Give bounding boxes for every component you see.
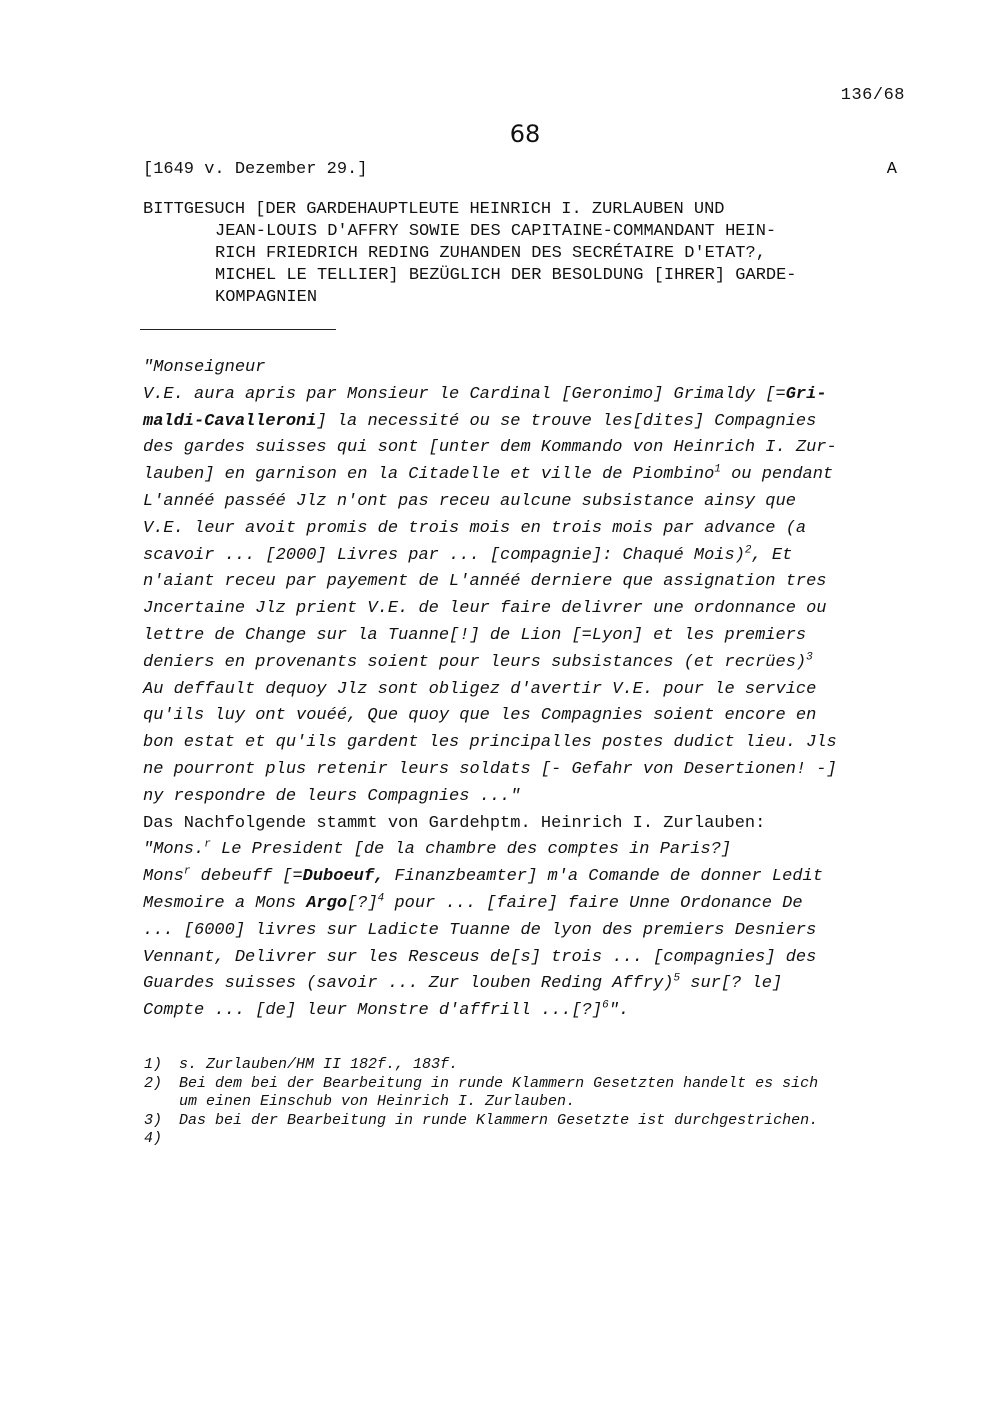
letter-line: ny respondre de leurs Compagnies ..." <box>143 786 521 806</box>
footnote-ref: 3 <box>806 651 813 664</box>
letter-line: "Monseigneur <box>143 358 266 377</box>
footnote <box>144 1130 914 1149</box>
document-body <box>143 355 913 1025</box>
title-line: BITTGESUCH [DER GARDEHAUPTLEUTE HEINRICH I. ZURLAUBEN UND <box>143 200 725 219</box>
memo-line: Compte ... [de] leur Monstre d'affrill ...[?]$^6$". <box>143 999 630 1021</box>
footnotes <box>144 1056 914 1149</box>
transition-line: Das Nachfolgende stammt von Gardehptm. Heinrich I. Zurlauben: <box>143 813 766 833</box>
letter-line: lettre de Change sur la Tuanne[!] de Lion [=Lyon] et les premiers <box>143 625 807 645</box>
footnote-text: s. Zurlauben/HM II 182f., 183f. <box>179 1056 459 1073</box>
footnote-number: 1) <box>144 1056 163 1073</box>
letter-line: n'aiant receu par payement de L'annéé derniere que assignation tres <box>143 572 827 592</box>
title-line: JEAN-LOUIS D'AFFRY SOWIE DES CAPITAINE-COMMANDANT HEIN- <box>215 222 777 241</box>
letter-line: deniers en provenants soient pour leurs subsistances (et recrües)$^3$ <box>143 651 813 672</box>
bold-name: Gri- <box>785 384 827 404</box>
footnote-text: Das bei der Bearbeitung in runde Klammern Gesetzte ist durchgestrichen. <box>179 1111 819 1129</box>
memo-line: Vennant, Delivrer sur les Resceus de[s] trois ... [compagnies] des <box>143 947 817 967</box>
document-title <box>143 199 903 309</box>
footnote-text: Bei dem bei der Bearbeitung in runde Klammern Gesetzten handelt es sich um einen Einschub von Heinrich I. Zurlauben. <box>179 1074 819 1110</box>
title-line: KOMPAGNIEN <box>215 288 318 307</box>
memo-line: Mesmoire a Mons Argo[?]$^4$ pour ... [faire] faire Unne Ordonance De <box>143 892 803 913</box>
footnote <box>144 1075 914 1112</box>
memo-line: Mons$^r$ debeuff [=Duboeuf, Finanzbeamter] m'a Comande de donner Ledit <box>143 865 823 887</box>
letter-line: Au deffault dequoy Jlz sont obligez d'avertir V.E. pour le service <box>143 679 817 699</box>
footnote-number: 3) <box>144 1111 163 1129</box>
footnote-ref: 2 <box>744 543 752 556</box>
footnote <box>144 1056 914 1075</box>
bold-name: maldi-Cavalleroni <box>143 411 317 431</box>
letter-line: des gardes suisses qui sont [unter dem Kommando von Heinrich I. Zur- <box>143 438 837 458</box>
letter-line: bon estat et qu'ils gardent les principalles postes dudict lieu. Jls <box>143 733 837 753</box>
footnote-number: 4) <box>144 1130 163 1147</box>
date-line <box>143 160 897 179</box>
letter-line: V.E. leur avoit promis de trois mois en trois mois par advance (a <box>143 518 807 538</box>
document-marker: A <box>886 160 897 179</box>
title-line: RICH FRIEDRICH REDING ZUHANDEN DES SECRÉTAIRE D'ETAT?, <box>215 244 766 263</box>
superscript: r <box>183 865 191 878</box>
letter-line: scavoir ... [2000] Livres par ... [compagnie]: Chaqué Mois)$^2$, Et <box>143 543 793 565</box>
letter-line: maldi-Cavalleroni] la necessité ou se trouve les[dites] Compagnies <box>143 411 817 431</box>
page-reference: 136/68 <box>840 86 905 105</box>
footnote-number: 2) <box>144 1074 163 1092</box>
memo-line: Guardes suisses (savoir ... Zur louben Reding Affry)$^5$ sur[? le] <box>143 972 783 994</box>
letter-line: ne pourront plus retenir leurs soldats [- Gefahr von Desertionen! -] <box>143 759 837 779</box>
title-line: MICHEL LE TELLIER] BEZÜGLICH DER BESOLDUNG [IHRER] GARDE- <box>215 266 797 285</box>
memo-line: ... [6000] livres sur Ladicte Tuanne de lyon des premiers Desniers <box>143 920 817 940</box>
footnote-ref: 4 <box>377 892 385 905</box>
letter-line: V.E. aura apris par Monsieur le Cardinal [Geronimo] Grimaldy [=Gri- <box>143 384 827 404</box>
bold-name: Argo <box>306 893 348 913</box>
memo-line: "Mons.$^r$ Le President [de la chambre des comptes in Paris?] <box>143 838 732 860</box>
footnote-ref: 5 <box>673 972 681 985</box>
letter-line: L'annéé passéé Jlz n'ont pas receu aulcune subsistance ainsy que <box>143 491 796 511</box>
letter-line: qu'ils luy ont vouéé, Que quoy que les Compagnies soient encore en <box>143 706 817 726</box>
letter-line: lauben] en garnison en la Citadelle et ville de Piombino$^1$ ou pendant <box>143 463 834 485</box>
superscript: r <box>204 838 211 851</box>
letter-line: Jncertaine Jlz prient V.E. de leur faire delivrer une ordonnance ou <box>143 599 827 619</box>
title-divider <box>140 329 336 330</box>
footnote-ref: 1 <box>714 463 721 476</box>
footnote <box>144 1112 914 1131</box>
bold-name: Duboeuf, <box>302 867 385 887</box>
document-date: [1649 v. Dezember 29.] <box>143 160 368 179</box>
footnote-ref: 6 <box>602 999 609 1012</box>
document-number: 68 <box>509 120 541 148</box>
